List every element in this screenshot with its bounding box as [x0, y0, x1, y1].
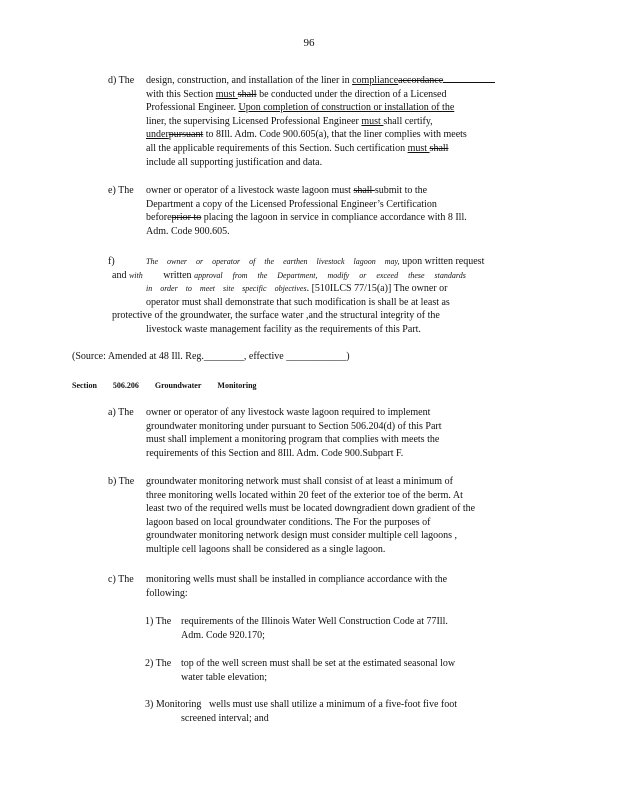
text-line: Department a copy of the Licensed Professional Engineer’s Certification — [146, 198, 437, 210]
text-line: monitoring wells must shall be installed in compliance accordance with the — [146, 574, 448, 585]
source-note: (Source: Amended at 48 Ill. Reg.________, effective ____________) — [72, 351, 350, 362]
text-line: groundwater monitoring network must shall consist of at least a minimum of — [146, 476, 453, 487]
paragraph-label: f) — [108, 256, 115, 267]
text-line: water table elevation; — [181, 671, 268, 683]
paragraph-label: b) The — [108, 476, 135, 487]
section-number: 506.206 — [112, 381, 139, 390]
paragraph-label: 1) The — [145, 616, 172, 627]
text-line: Professional Engineer. Upon completion of construction or installation of the — [146, 102, 455, 114]
text-line: groundwater monitoring network design must consider multiple cell lagoons , — [146, 530, 458, 542]
text-line: livestock waste management facility as the requirements of this Part. — [146, 323, 421, 335]
text-line: and with written approval from the Department, modify or exceed these standards — [112, 269, 466, 281]
text-line: beforeprior to placing the lagoon in service in compliance accordance with 8 Ill. — [146, 212, 467, 224]
underline-blank — [443, 74, 495, 83]
paragraph-label: c) The — [108, 574, 134, 585]
subparagraph-c2 — [145, 657, 541, 684]
paragraph-d — [108, 74, 536, 169]
text-line: requirements of the Illinois Water Well Construction Code at 77Ill. — [181, 616, 448, 627]
paragraph-e — [108, 184, 536, 238]
section-title: Groundwater — [154, 381, 202, 390]
text-line: groundwater monitoring under pursuant to Section 506.204(d) of this Part — [146, 420, 442, 432]
paragraph-section-c — [108, 573, 536, 600]
subparagraph-c3 — [145, 698, 541, 725]
paragraph-label: 2) The — [145, 658, 172, 669]
text-line: owner or operator of a livestock waste lagoon must shall submit to the — [146, 185, 428, 196]
text-line: with this Section must shall be conducted under the direction of a Licensed — [146, 88, 447, 100]
paragraph-label: a) The — [108, 407, 134, 418]
text-line: The owner or operator of the earthen livestock lagoon may, upon written request — [146, 256, 485, 267]
paragraph-label: 3) Monitoring — [145, 699, 202, 710]
text-line: in order to meet site specific objectives. [510ILCS 77/15(a)] The owner or — [146, 283, 448, 295]
text-line: design, construction, and installation of the liner in complianceaccordance — [146, 74, 536, 88]
text-line: multiple cell lagoons shall be considered as a single lagoon. — [146, 543, 386, 555]
subparagraph-c1 — [145, 615, 541, 642]
text-line: all the applicable requirements of this Section. Such certification must shall — [146, 142, 449, 154]
text-line: top of the well screen must shall be set at the estimated seasonal low — [181, 658, 456, 669]
text-line: underpursuant to 8Ill. Adm. Code 900.605(a), that the liner complies with meets — [146, 129, 467, 141]
text-line: least two of the required wells must be located downgradient down gradient of the — [146, 503, 476, 515]
paragraph-section-a — [108, 406, 536, 460]
text-line: owner or operator of any livestock waste lagoon required to implement — [146, 407, 431, 418]
paragraph-f — [108, 255, 546, 337]
text-line: Adm. Code 920.170; — [181, 629, 265, 641]
paragraph-section-b — [108, 475, 536, 557]
text-line: screened interval; and — [181, 712, 269, 724]
text-line: following: — [146, 587, 188, 599]
text-line: operator must shall demonstrate that such modification is shall be at least as — [146, 296, 450, 308]
text-line: Adm. Code 900.605. — [146, 225, 230, 237]
section-word: Section — [72, 381, 97, 390]
text-line: liner, the supervising Licensed Professional Engineer must shall certify, — [146, 115, 433, 127]
paragraph-label: d) The — [108, 75, 135, 86]
paragraph-label: e) The — [108, 185, 134, 196]
text-line: include all supporting justification and data. — [146, 156, 323, 168]
section-heading — [72, 381, 271, 390]
page-number: 96 — [303, 37, 315, 49]
text-line: requirements of this Section and 8Ill. Adm. Code 900.Subpart F. — [146, 447, 404, 459]
section-title: Monitoring — [217, 381, 257, 390]
text-line: must shall implement a monitoring program that complies with meets the — [146, 434, 440, 446]
text-line: protective of the groundwater, the surface water ,and the structural integrity of the — [112, 310, 440, 322]
text-line: lagoon based on local groundwater conditions. The For the purposes of — [146, 516, 431, 528]
text-line: three monitoring wells located within 20 feet of the exterior toe of the berm. At — [146, 489, 463, 501]
text-line: wells must use shall utilize a minimum of a five-foot five foot — [209, 699, 458, 710]
